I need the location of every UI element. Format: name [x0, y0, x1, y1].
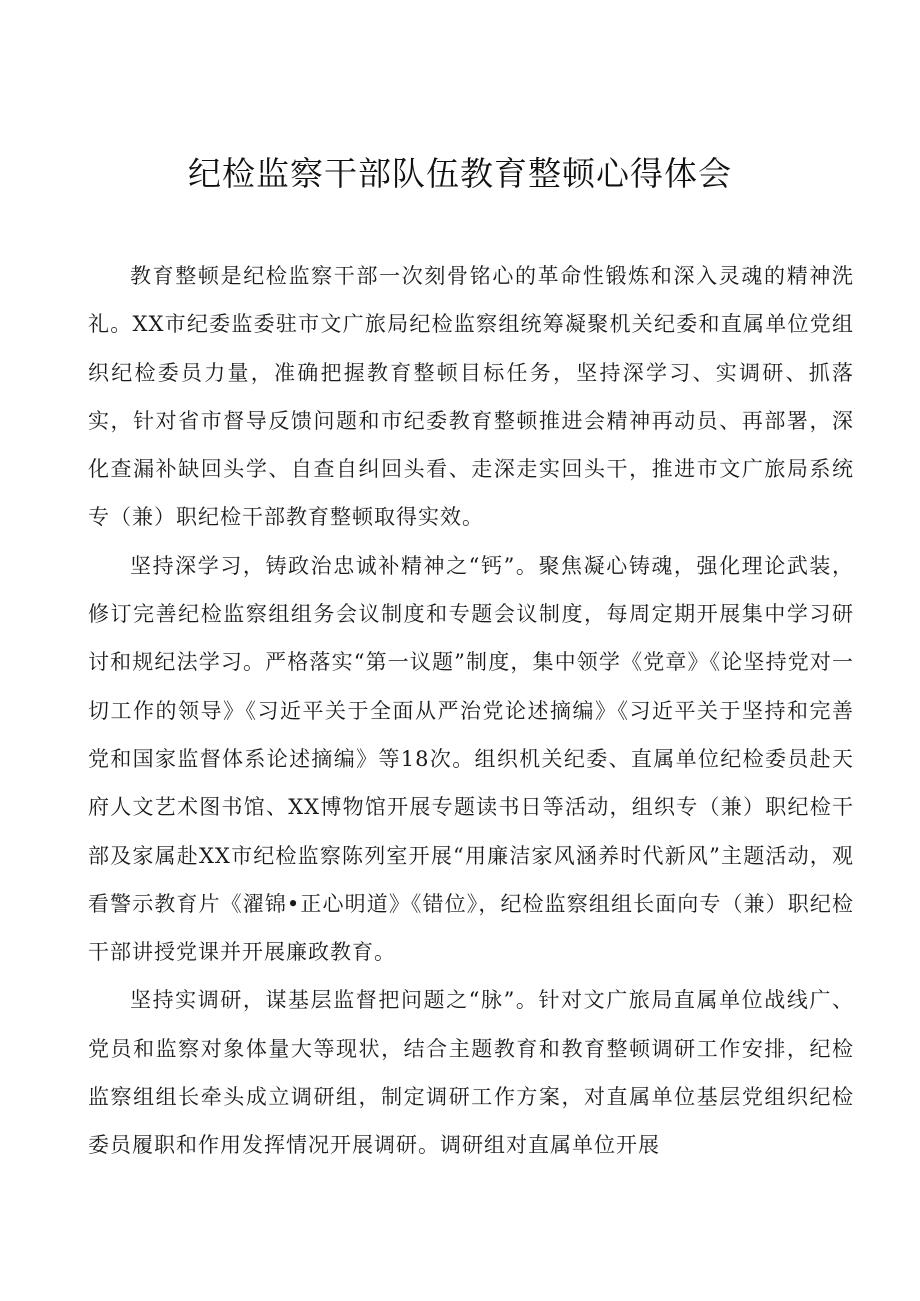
paragraph-research: 坚持实调研，谋基层监督把问题之“脉”。针对文广旅局直属单位战线广、党员和监察对象体量大等现状，结合主题教育和教育整顿调研工作安排，纪检监察组组长牵头成立调研组，制定调研工作方案，对直属单位基层党组织纪检委员履职和作用发挥情况开展调研。调研组对直属单位开展	[88, 988, 854, 1158]
document-body	[88, 252, 854, 1170]
document-title: 纪检监察干部队伍教育整顿心得体会	[188, 154, 732, 193]
paragraph-intro: 教育整顿是纪检监察干部一次刻骨铭心的革命性锻炼和深入灵魂的精神洗礼。XX市纪委监委驻市文广旅局纪检监察组统筹凝聚机关纪委和直属单位党组织纪检委员力量，准确把握教育整顿目标任务，坚持深学习、实调研、抓落实，针对省市督导反馈问题和市纪委教育整顿推进会精神再动员、再部署，深化查漏补缺回头学、自查自纠回头看、走深走实回头干，推进市文广旅局系统专（兼）职纪检干部教育整顿取得实效。	[88, 264, 854, 530]
paragraph-study: 坚持深学习，铸政治忠诚补精神之“钙”。聚焦凝心铸魂，强化理论武装，修订完善纪检监察组组务会议制度和专题会议制度，每周定期开展集中学习研讨和规纪法学习。严格落实“第一议题”制度，集中领学《党章》《论坚持党对一切工作的领导》《习近平关于全面从严治党论述摘编》《习近平关于坚持和完善党和国家监督体系论述摘编》等18次。组织机关纪委、直属单位纪检委员赴天府人文艺术图书馆、XX博物馆开展专题读书日等活动，组织专（兼）职纪检干部及家属赴XX市纪检监察陈列室开展“用廉洁家风涵养时代新风”主题活动，观看警示教育片《濯锦•正心明道》《错位》，纪检监察组组长面向专（兼）职纪检干部讲授党课并开展廉政教育。	[88, 553, 854, 965]
